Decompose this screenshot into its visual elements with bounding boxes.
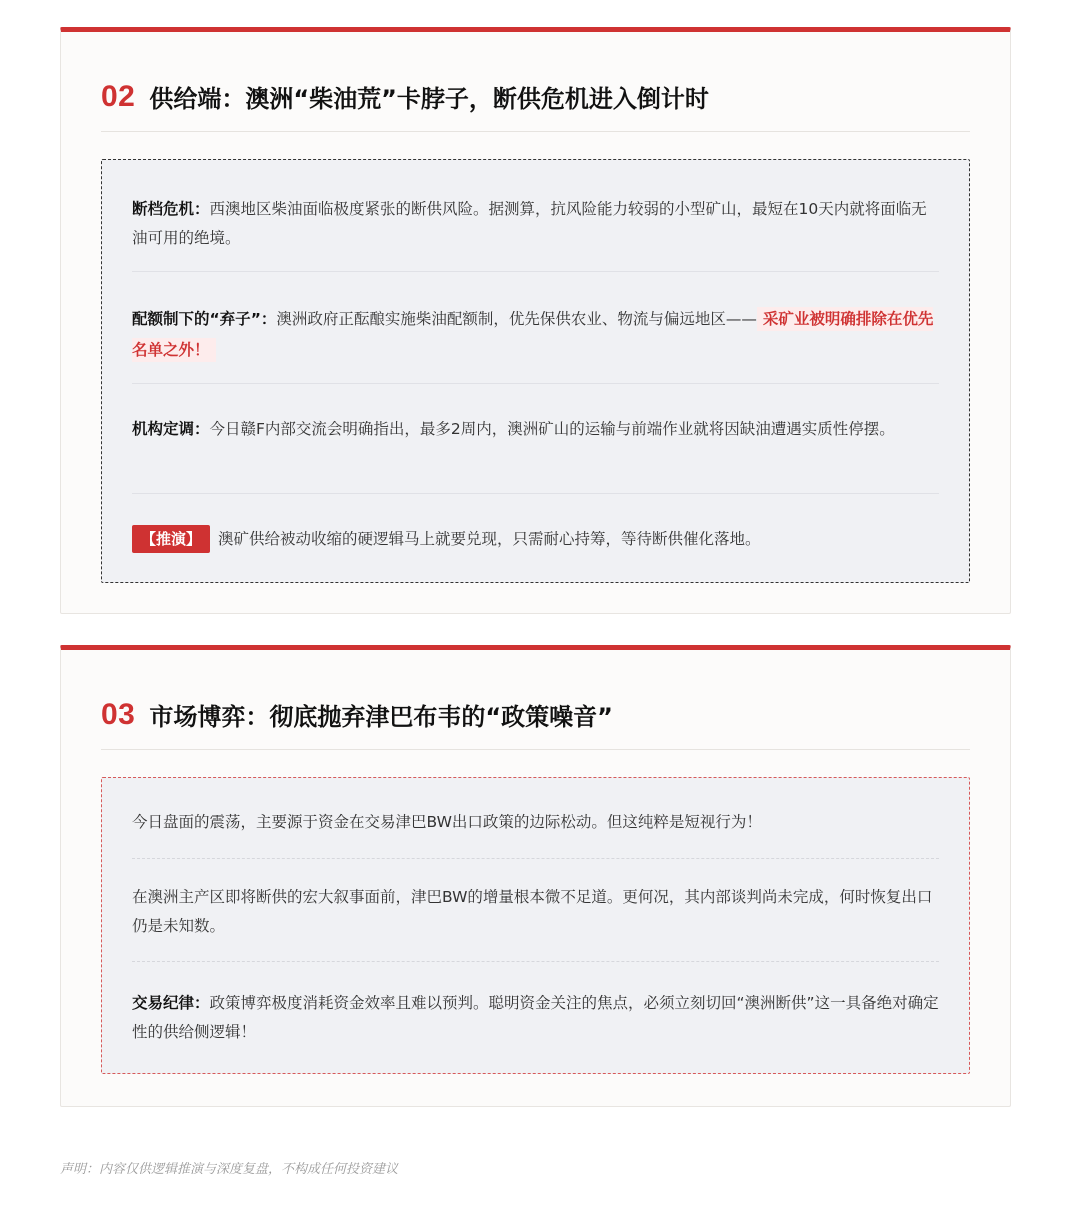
- section-title: 供给端：澳洲“柴油荒”卡脖子，断供危机进入倒计时: [149, 85, 709, 113]
- list-item: [132, 415, 939, 444]
- list-item: [132, 808, 939, 837]
- divider: [132, 961, 939, 962]
- item-text: 澳洲政府正酝酿实施柴油配额制，优先保供农业、物流与偏远地区——: [276, 310, 757, 328]
- section-card-03: [60, 645, 1011, 1107]
- item-text: 政策博弈极度消耗资金效率且难以预判。聪明资金关注的焦点，必须立刻切回“澳洲断供”这一具备绝对确定性的供给侧逻辑！: [132, 994, 939, 1041]
- list-item: [132, 304, 939, 366]
- item-text: 澳矿供给被动收缩的硬逻辑马上就要兑现，只需耐心持筹，等待断供催化落地。: [218, 530, 761, 548]
- section-card-02: [60, 27, 1011, 614]
- divider: [132, 271, 939, 272]
- conclusion-tag: 【推演】: [132, 525, 210, 553]
- section-header: [101, 62, 970, 132]
- divider: [132, 858, 939, 859]
- divider: [132, 493, 939, 494]
- section-title: 市场博弈：彻底抛弃津巴布韦的“政策噪音”: [149, 703, 613, 731]
- section-header: [101, 680, 970, 750]
- list-item: [132, 195, 939, 253]
- section-number: 02: [101, 79, 136, 113]
- item-text: 今日赣F内部交流会明确指出，最多2周内，澳洲矿山的运输与前端作业就将因缺油遭遇实质性停摆。: [209, 420, 895, 438]
- content-panel: [101, 159, 970, 583]
- highlight-text: 采矿业被明确排除在优先名单之外！: [132, 307, 933, 362]
- section-number: 03: [101, 697, 136, 731]
- item-label: 断档危机：: [132, 200, 210, 218]
- list-item: [132, 989, 939, 1047]
- item-label: 配额制下的“弃子”：: [132, 310, 277, 328]
- item-text: 今日盘面的震荡，主要源于资金在交易津巴BW出口政策的边际松动。但这纯粹是短视行为！: [132, 813, 762, 831]
- item-label: 交易纪律：: [132, 994, 210, 1012]
- list-item: [132, 525, 939, 554]
- divider: [132, 383, 939, 384]
- content-panel: [101, 777, 970, 1074]
- item-label: 机构定调：: [132, 420, 210, 438]
- item-text: 西澳地区柴油面临极度紧张的断供风险。据测算，抗风险能力较弱的小型矿山，最短在10天内就将面临无油可用的绝境。: [132, 200, 927, 247]
- item-text: 在澳洲主产区即将断供的宏大叙事面前，津巴BW的增量根本微不足道。更何况，其内部谈判尚未完成，何时恢复出口仍是未知数。: [132, 888, 933, 935]
- list-item: [132, 883, 939, 941]
- disclaimer: 声明：内容仅供逻辑推演与深度复盘，不构成任何投资建议: [60, 1162, 399, 1177]
